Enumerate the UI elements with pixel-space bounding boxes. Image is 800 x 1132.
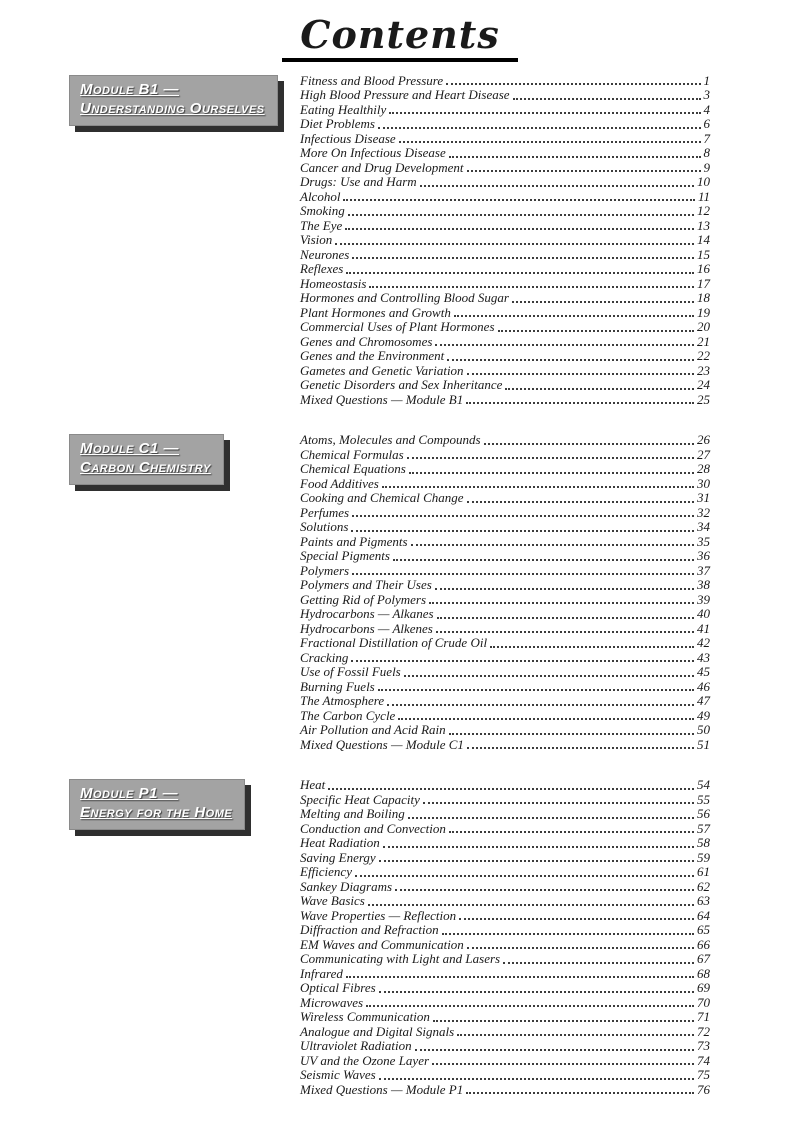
toc-entry-title: Specific Heat Capacity [300, 791, 420, 807]
toc-entry [300, 161, 710, 176]
toc-entry-page: 13 [697, 217, 710, 233]
dot-leader [466, 1092, 694, 1094]
dot-leader [387, 704, 694, 706]
toc-entry [300, 462, 710, 477]
dot-leader [355, 875, 694, 877]
dot-leader [437, 617, 694, 619]
dot-leader [335, 243, 694, 245]
toc-entry [300, 320, 710, 335]
dot-leader [345, 228, 694, 230]
dot-leader [433, 1020, 694, 1022]
toc-entry-page: 40 [697, 606, 710, 622]
dot-leader [498, 330, 694, 332]
toc-entry-page: 32 [697, 504, 710, 520]
toc-entry-page: 66 [697, 936, 710, 952]
module-column [65, 778, 300, 830]
toc-entry [300, 938, 710, 953]
toc-entry-page: 22 [697, 348, 710, 364]
toc-entry-page: 1 [703, 72, 710, 88]
toc-entry-title: Neurones [300, 246, 350, 262]
toc-entry-title: Alcohol [300, 188, 341, 204]
toc-entry [300, 506, 710, 521]
module-column [65, 74, 300, 126]
dot-leader [382, 486, 694, 488]
toc-entry-title: Wave Basics [300, 893, 365, 909]
toc-entry-title: Cracking [300, 649, 349, 665]
toc-entry [300, 146, 710, 161]
toc-entry-title: Cooking and Chemical Change [300, 490, 464, 506]
toc-entry [300, 88, 710, 103]
toc-entry-title: Solutions [300, 519, 349, 535]
toc-entry [300, 1083, 710, 1098]
toc-entry [300, 880, 710, 895]
toc-entry [300, 204, 710, 219]
dot-leader [369, 286, 694, 288]
toc-entry [300, 807, 710, 822]
toc-entry-page: 72 [697, 1023, 710, 1039]
toc-entry-page: 42 [697, 635, 710, 651]
toc-entry-page: 62 [697, 878, 710, 894]
toc-entry [300, 103, 710, 118]
dot-leader [351, 660, 694, 662]
dot-leader [407, 457, 694, 459]
toc-entry-page: 7 [703, 130, 710, 146]
dot-leader [348, 214, 694, 216]
dot-leader [378, 127, 701, 129]
toc-entry-page: 57 [697, 820, 710, 836]
toc-entry-title: Genes and Chromosomes [300, 333, 433, 349]
toc-entry [300, 549, 710, 564]
toc-sections [65, 74, 710, 1098]
toc-entry [300, 233, 710, 248]
toc-entry [300, 491, 710, 506]
toc-entry-page: 50 [697, 722, 710, 738]
toc-entry-title: Hormones and Controlling Blood Sugar [300, 290, 509, 306]
toc-entry-page: 59 [697, 849, 710, 865]
dot-leader [420, 185, 694, 187]
toc-entry-title: Food Additives [300, 475, 379, 491]
toc-entry-title: Genes and the Environment [300, 348, 445, 364]
toc-section [65, 74, 710, 408]
dot-leader [435, 588, 694, 590]
toc-entry-page: 70 [697, 994, 710, 1010]
toc-entry-page: 38 [697, 577, 710, 593]
dot-leader [346, 272, 694, 274]
toc-entry-title: Cancer and Drug Development [300, 159, 464, 175]
toc-entry-title: More On Infectious Disease [300, 145, 446, 161]
toc-entry-page: 14 [697, 232, 710, 248]
dot-leader [503, 962, 694, 964]
toc-entry-page: 15 [697, 246, 710, 262]
toc-entry-page: 56 [697, 806, 710, 822]
toc-entry-title: Smoking [300, 203, 345, 219]
toc-entry-page: 6 [703, 116, 710, 132]
toc-entry-title: Saving Energy [300, 849, 376, 865]
toc-entry-title: Plant Hormones and Growth [300, 304, 451, 320]
toc-entry-page: 45 [697, 664, 710, 680]
dot-leader [429, 602, 694, 604]
toc-entry [300, 793, 710, 808]
toc-entry-title: Chemical Equations [300, 461, 406, 477]
dot-leader [368, 904, 694, 906]
toc-entry-title: Mixed Questions — Module P1 [300, 1081, 464, 1097]
toc-entry [300, 967, 710, 982]
toc-entry-title: UV and the Ozone Layer [300, 1052, 430, 1068]
dot-leader [328, 788, 694, 790]
toc-entry-page: 61 [697, 864, 710, 880]
toc-entry [300, 607, 710, 622]
toc-entry-title: Mixed Questions — Module C1 [300, 736, 464, 752]
dot-leader [435, 344, 694, 346]
dot-leader [346, 976, 694, 978]
toc-entry [300, 923, 710, 938]
toc-entry-title: Sankey Diagrams [300, 878, 393, 894]
dot-leader [446, 83, 700, 85]
toc-entry-title: Special Pigments [300, 548, 390, 564]
toc-entry [300, 564, 710, 579]
toc-entry-title: High Blood Pressure and Heart Disease [300, 87, 510, 103]
toc-entry-list [300, 74, 710, 408]
toc-entry-title: Commercial Uses of Plant Hormones [300, 319, 495, 335]
dot-leader [404, 675, 694, 677]
dot-leader [467, 747, 694, 749]
dot-leader [442, 933, 694, 935]
toc-entry-title: Burning Fuels [300, 678, 375, 694]
toc-entry-title: Gametes and Genetic Variation [300, 362, 464, 378]
toc-entry [300, 448, 710, 463]
module-subtitle: Energy for the Home [80, 804, 233, 822]
toc-entry [300, 1068, 710, 1083]
toc-entry-title: Paints and Pigments [300, 533, 408, 549]
dot-leader [379, 1078, 694, 1080]
dot-leader [467, 373, 694, 375]
toc-entry-page: 21 [697, 333, 710, 349]
toc-entry [300, 291, 710, 306]
toc-entry [300, 851, 710, 866]
toc-entry [300, 694, 710, 709]
dot-leader [449, 831, 694, 833]
toc-entry-page: 71 [697, 1009, 710, 1025]
toc-entry [300, 175, 710, 190]
toc-entry-title: The Atmosphere [300, 693, 385, 709]
module-name: Module C1 — [80, 440, 180, 458]
toc-entry-title: Wave Properties — Reflection [300, 907, 457, 923]
toc-entry-title: Atoms, Molecules and Compounds [300, 432, 481, 448]
toc-entry-page: 74 [697, 1052, 710, 1068]
toc-entry [300, 378, 710, 393]
dot-leader [449, 733, 694, 735]
toc-entry-title: Diffraction and Refraction [300, 922, 439, 938]
toc-entry-title: Fractional Distillation of Crude Oil [300, 635, 488, 651]
toc-entry [300, 836, 710, 851]
toc-entry-title: Communicating with Light and Lasers [300, 951, 501, 967]
toc-entry-title: Air Pollution and Acid Rain [300, 722, 446, 738]
toc-entry-title: Homeostasis [300, 275, 367, 291]
toc-entry-page: 20 [697, 319, 710, 335]
toc-entry-title: Hydrocarbons — Alkenes [300, 620, 433, 636]
toc-entry-page: 76 [697, 1081, 710, 1097]
toc-entry-page: 46 [697, 678, 710, 694]
dot-leader [432, 1063, 694, 1065]
module-subtitle: Carbon Chemistry [80, 459, 211, 477]
toc-entry-page: 67 [697, 951, 710, 967]
dot-leader [512, 301, 694, 303]
dot-leader [457, 1034, 694, 1036]
toc-entry-page: 73 [697, 1038, 710, 1054]
toc-entry-title: Infrared [300, 965, 343, 981]
toc-entry [300, 865, 710, 880]
toc-entry [300, 117, 710, 132]
toc-entry-page: 24 [697, 377, 710, 393]
toc-entry [300, 1054, 710, 1069]
toc-entry-list [300, 778, 710, 1097]
dot-leader [415, 1049, 694, 1051]
toc-section [65, 778, 710, 1097]
toc-entry-page: 4 [703, 101, 710, 117]
dot-leader [423, 802, 694, 804]
toc-entry-page: 10 [697, 174, 710, 190]
toc-entry-page: 37 [697, 562, 710, 578]
toc-entry [300, 190, 710, 205]
toc-entry [300, 952, 710, 967]
toc-entry [300, 593, 710, 608]
toc-entry [300, 262, 710, 277]
toc-entry [300, 680, 710, 695]
toc-entry [300, 364, 710, 379]
toc-entry [300, 622, 710, 637]
toc-entry-title: EM Waves and Communication [300, 936, 464, 952]
toc-entry-title: Heat Radiation [300, 835, 380, 851]
toc-entry [300, 1039, 710, 1054]
toc-entry-title: Chemical Formulas [300, 446, 404, 462]
toc-entry-title: Conduction and Convection [300, 820, 446, 836]
dot-leader [399, 141, 701, 143]
toc-entry [300, 132, 710, 147]
toc-entry [300, 1010, 710, 1025]
toc-entry-page: 27 [697, 446, 710, 462]
dot-leader [484, 443, 694, 445]
toc-entry-page: 55 [697, 791, 710, 807]
module-name: Module B1 — [80, 80, 180, 98]
toc-entry-page: 41 [697, 620, 710, 636]
dot-leader [378, 689, 694, 691]
toc-entry-page: 31 [697, 490, 710, 506]
toc-entry [300, 723, 710, 738]
dot-leader [409, 472, 694, 474]
toc-entry [300, 520, 710, 535]
toc-entry-page: 43 [697, 649, 710, 665]
dot-leader [449, 156, 701, 158]
dot-leader [436, 631, 694, 633]
dot-leader [352, 573, 694, 575]
toc-entry-page: 63 [697, 893, 710, 909]
toc-section [65, 433, 710, 752]
toc-entry-title: Hydrocarbons — Alkanes [300, 606, 434, 622]
toc-entry [300, 894, 710, 909]
toc-entry [300, 909, 710, 924]
toc-entry-page: 69 [697, 980, 710, 996]
toc-entry-page: 39 [697, 591, 710, 607]
toc-entry-title: Ultraviolet Radiation [300, 1038, 412, 1054]
toc-entry-title: Mixed Questions — Module B1 [300, 391, 464, 407]
toc-entry-page: 26 [697, 432, 710, 448]
dot-leader [351, 530, 694, 532]
toc-entry-title: Optical Fibres [300, 980, 376, 996]
dot-leader [408, 817, 694, 819]
toc-entry-title: Getting Rid of Polymers [300, 591, 427, 607]
toc-entry-page: 51 [697, 736, 710, 752]
toc-entry-title: Eating Healthily [300, 101, 387, 117]
toc-entry-page: 16 [697, 261, 710, 277]
toc-entry-title: Diet Problems [300, 116, 375, 132]
toc-entry-title: Seismic Waves [300, 1067, 376, 1083]
toc-entry [300, 1025, 710, 1040]
toc-entry-title: Infectious Disease [300, 130, 396, 146]
toc-entry [300, 535, 710, 550]
toc-entry-page: 3 [703, 87, 710, 103]
toc-entry-page: 19 [697, 304, 710, 320]
toc-entry-page: 64 [697, 907, 710, 923]
module-label-box [69, 779, 245, 830]
toc-entry [300, 981, 710, 996]
dot-leader [379, 991, 694, 993]
module-column [65, 433, 300, 485]
toc-entry-title: Heat [300, 777, 326, 793]
toc-entry [300, 665, 710, 680]
toc-entry-page: 28 [697, 461, 710, 477]
dot-leader [389, 112, 700, 114]
dot-leader [490, 646, 694, 648]
toc-entry-title: Genetic Disorders and Sex Inheritance [300, 377, 503, 393]
toc-entry-page: 23 [697, 362, 710, 378]
toc-entry [300, 393, 710, 408]
dot-leader [467, 501, 694, 503]
toc-entry-title: Analogue and Digital Signals [300, 1023, 455, 1039]
dot-leader [343, 199, 695, 201]
toc-entry-page: 18 [697, 290, 710, 306]
toc-entry [300, 74, 710, 89]
dot-leader [513, 98, 701, 100]
module-subtitle: Understanding Ourselves [80, 99, 265, 117]
toc-entry-title: The Carbon Cycle [300, 707, 396, 723]
toc-entry-title: Melting and Boiling [300, 806, 405, 822]
toc-entry-page: 68 [697, 965, 710, 981]
toc-entry-page: 65 [697, 922, 710, 938]
toc-entry [300, 996, 710, 1011]
toc-entry [300, 277, 710, 292]
page-title: Contents [282, 14, 518, 62]
dot-leader [366, 1005, 694, 1007]
toc-entry [300, 335, 710, 350]
toc-entry-page: 11 [697, 188, 710, 204]
dot-leader [393, 559, 694, 561]
toc-entry-page: 58 [697, 835, 710, 851]
dot-leader [383, 846, 694, 848]
toc-entry-title: The Eye [300, 217, 343, 233]
dot-leader [352, 257, 694, 259]
dot-leader [411, 544, 694, 546]
toc-entry-page: 54 [697, 777, 710, 793]
toc-entry [300, 477, 710, 492]
toc-entry-page: 49 [697, 707, 710, 723]
dot-leader [466, 402, 694, 404]
toc-entry [300, 651, 710, 666]
toc-entry [300, 578, 710, 593]
module-name: Module P1 — [80, 785, 179, 803]
toc-entry-title: Perfumes [300, 504, 350, 520]
toc-entry-title: Fitness and Blood Pressure [300, 72, 444, 88]
dot-leader [395, 889, 694, 891]
toc-entry [300, 349, 710, 364]
toc-entry-title: Efficiency [300, 864, 352, 880]
toc-entry-title: Wireless Communication [300, 1009, 430, 1025]
toc-entry-page: 34 [697, 519, 710, 535]
toc-entry-page: 12 [697, 203, 710, 219]
toc-entry-title: Polymers [300, 562, 350, 578]
toc-entry-title: Use of Fossil Fuels [300, 664, 401, 680]
module-label-box [69, 75, 278, 126]
toc-entry [300, 738, 710, 753]
dot-leader [379, 860, 694, 862]
toc-entry-title: Reflexes [300, 261, 344, 277]
toc-entry-page: 35 [697, 533, 710, 549]
toc-entry-page: 75 [697, 1067, 710, 1083]
dot-leader [505, 388, 694, 390]
dot-leader [352, 515, 694, 517]
toc-entry [300, 433, 710, 448]
dot-leader [398, 718, 694, 720]
toc-entry-page: 9 [703, 159, 710, 175]
dot-leader [467, 170, 701, 172]
dot-leader [447, 359, 694, 361]
toc-entry-title: Polymers and Their Uses [300, 577, 432, 593]
module-label-box [69, 434, 224, 485]
toc-entry-title: Microwaves [300, 994, 364, 1010]
toc-entry-page: 8 [703, 145, 710, 161]
toc-entry [300, 219, 710, 234]
toc-entry [300, 636, 710, 651]
toc-entry-page: 47 [697, 693, 710, 709]
toc-entry-title: Vision [300, 232, 333, 248]
toc-entry [300, 306, 710, 321]
toc-entry-page: 36 [697, 548, 710, 564]
toc-entry [300, 709, 710, 724]
toc-entry-list [300, 433, 710, 752]
dot-leader [459, 918, 694, 920]
toc-entry-title: Drugs: Use and Harm [300, 174, 417, 190]
toc-entry-page: 25 [697, 391, 710, 407]
dot-leader [467, 947, 694, 949]
title-area [0, 14, 800, 62]
toc-entry [300, 248, 710, 263]
toc-entry-page: 30 [697, 475, 710, 491]
toc-entry [300, 778, 710, 793]
toc-entry-page: 17 [697, 275, 710, 291]
toc-entry [300, 822, 710, 837]
dot-leader [454, 315, 694, 317]
